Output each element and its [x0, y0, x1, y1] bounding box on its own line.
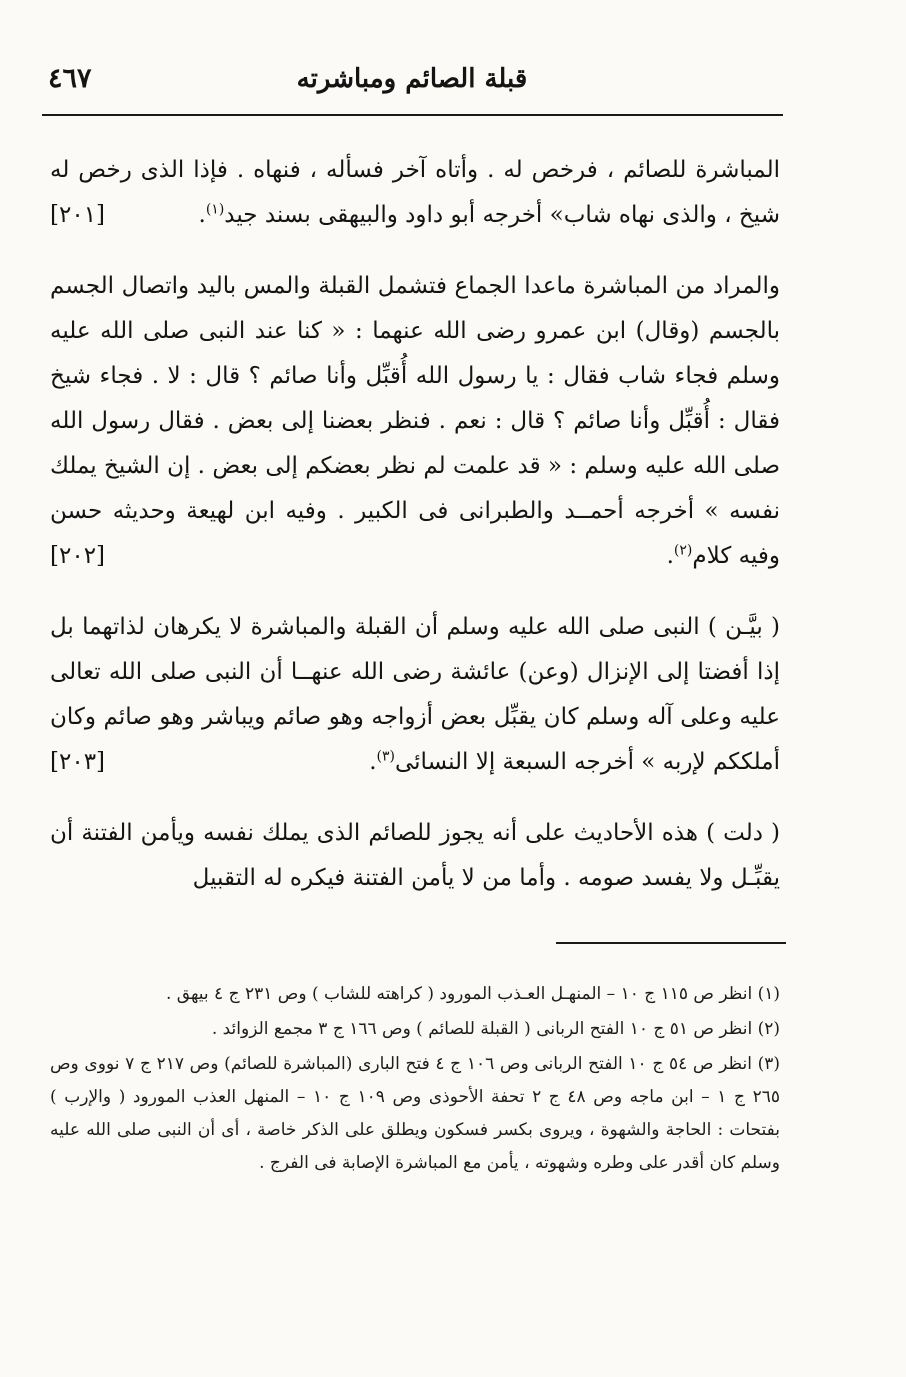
header-rule [42, 114, 783, 116]
paragraph-1-text: المباشرة للصائم ، فرخص له . وأتاه آخر فسأله ، فنهاه . فإذا الذى رخص له شيخ ، والذى نهاه شاب» أخرجه أبو داود والبيهقى بسند جيد [50, 157, 780, 228]
hadith-number-202: [٢٠٢] [50, 543, 106, 569]
footnote-2: (٢) انظر ص ٥١ ج ١٠ الفتح الربانى ( القبلة للصائم ) وص ١٦٦ ج ٣ مجمع الزوائد . [211, 1019, 780, 1039]
page-number: ٤٦٧ [48, 63, 92, 94]
footnote-marker-2: (٢) [673, 542, 693, 559]
hadith-number-201: [٢٠١] [50, 202, 106, 228]
footnote-1: (١) انظر ص ١١٥ ج ١٠ – المنهـل العـذب المورود ( كراهته للشاب ) وص ٢٣١ ج ٤ بيهق . [165, 984, 780, 1004]
footnote-marker-1: (١) [205, 201, 225, 218]
footnotes [50, 978, 780, 1182]
page-header [42, 56, 782, 108]
paragraph-3-end: . [369, 749, 377, 775]
paragraph-4-text: ( دلت ) هذه الأحاديث على أنه يجوز للصائم الذى يملك نفسه ويأمن الفتنة أن يقبِّـل ولا يفسد صومه . وأما من لا يأمن الفتنة فيكره له التقبيل [50, 820, 780, 891]
footnote-3: (٣) انظر ص ٥٤ ج ١٠ الفتح الربانى وص ١٠٦ ج ٤ فتح البارى (المباشرة للصائم) وص ٢١٧ ج ٧ نووى وص ٢٦٥ ج ١ – ابن ماجه وص ٤٨ ج ٢ تحفة الأحوذى وص ١٠٩ ج ١٠ – المنهل العذب المورود ( والإرب ) بفتحات : الحاجة والشهوة ، ويروى بكسر فسكون ويطلق على الذكر خاصة ، أى أن النبى صلى الله عليه وسلم كان أقدر على وطره وشهوته ، يأمن مع المباشرة الإصابة فى الفرج . [50, 1054, 781, 1173]
paragraph-2-text: والمراد من المباشرة ماعدا الجماع فتشمل القبلة والمس باليد واتصال الجسم بالجسم (وقال) ابن عمرو رضى الله عنهما : « كنا عند النبى صلى الله عليه وسلم فجاء شاب فقال : يا رسول الله أُقبِّل وأنا صائم ؟ قال : لا . فجاء شيخ فقال : أُقبِّل وأنا صائم ؟ قال : نعم . فنظر بعضنا إلى بعض . فقال رسول الله صلى الله عليه وسلم : « قد علمت لم نظر بعضكم إلى بعض . إن الشيخ يملك نفسه » أخرجه أحمــد والطبرانى فى الكبير . وفيه ابن لهيعة وحديثه حسن وفيه كلام [50, 273, 780, 569]
paragraph-3 [50, 605, 780, 785]
paragraph-4 [50, 811, 780, 901]
paragraph-2 [50, 264, 780, 579]
paragraph-1-end: . [198, 202, 206, 228]
paragraph-2-end: . [666, 543, 674, 569]
running-title: قبلة الصائم ومباشرته [296, 64, 528, 94]
footnote-marker-3: (٣) [376, 748, 395, 765]
paragraph-1 [50, 148, 780, 238]
main-text [50, 148, 780, 901]
footnote-rule [556, 942, 786, 944]
hadith-number-203: [٢٠٣] [50, 749, 106, 775]
paragraph-3-text: ( بيَّـن ) النبى صلى الله عليه وسلم أن القبلة والمباشرة لا يكرهان لذاتهما بل إذا أفضتا إلى الإنزال (وعن) عائشة رضى الله عنهــا أن النبى صلى الله تعالى عليه وعلى آله وسلم كان يقبِّل بعض أزواجه وهو صائم ويباشر وهو صائم وكان أملككم لإربه » أخرجه السبعة إلا النسائى [50, 614, 780, 775]
